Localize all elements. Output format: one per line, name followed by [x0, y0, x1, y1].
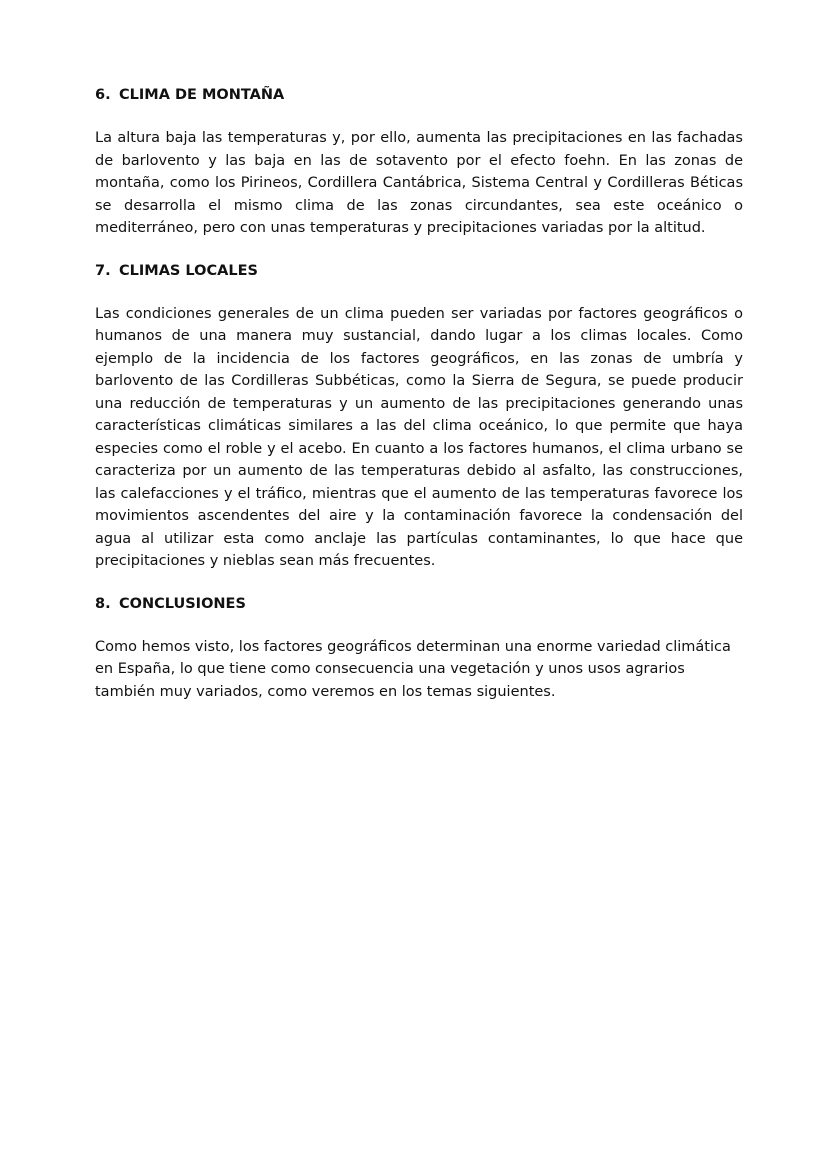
section-number: 6. [95, 87, 111, 103]
section-number: 8. [95, 595, 111, 612]
section-paragraph: Como hemos visto, los factores geográficos determinan una enorme variedad climática en España, lo que tiene como consecuencia una vegetación y unos usos agrarios también muy variados, como veremos en los temas siguientes. [95, 638, 731, 700]
section-clima-de-montana [95, 84, 743, 240]
section-climas-locales [95, 260, 743, 573]
section-heading [95, 593, 743, 615]
document-content [95, 84, 743, 723]
section-title: CLIMAS LOCALES [119, 262, 258, 279]
section-paragraph: La altura baja las temperaturas y, por ello, aumenta las precipitaciones en las fachadas de barlovento y las baja en las de sotavento por el efecto foehn. En las zonas de montaña, como los Pirineos, Cordillera Cantábrica, Sistema Central y Cordilleras Béticas se desarrolla el mismo clima de las zonas circundantes, sea este oceánico o mediterráneo, pero con unas temperaturas y precipitaciones variadas por la altitud. [95, 130, 743, 236]
section-heading [95, 260, 743, 282]
section-title: CLIMA DE MONTAÑA [119, 87, 285, 103]
section-heading [95, 84, 743, 106]
section-conclusiones [95, 593, 743, 704]
section-number: 7. [95, 262, 111, 279]
section-paragraph: Las condiciones generales de un clima pueden ser variadas por factores geográficos o humanos de una manera muy sustancial, dando lugar a los climas locales. Como ejemplo de la incidencia de los factores geográficos, en las zonas de umbría y barlovento de las Cordilleras Subbéticas, como la Sierra de Segura, se puede producir una reducción de temperaturas y un aumento de las precipitaciones generando unas características climáticas similares a las del clima oceánico, lo que permite que haya especies como el roble y el acebo. En cuanto a los factores humanos, el clima urbano se caracteriza por un aumento de las temperaturas debido al asfalto, las construcciones, las calefacciones y el tráfico, mientras que el aumento de las temperaturas favorece los movimientos ascendentes del aire y la contaminación favorece la condensación del agua al utilizar esta como anclaje las partículas contaminantes, lo que hace que precipitaciones y nieblas sean más frecuentes. [95, 305, 743, 569]
section-title: CONCLUSIONES [119, 595, 246, 612]
